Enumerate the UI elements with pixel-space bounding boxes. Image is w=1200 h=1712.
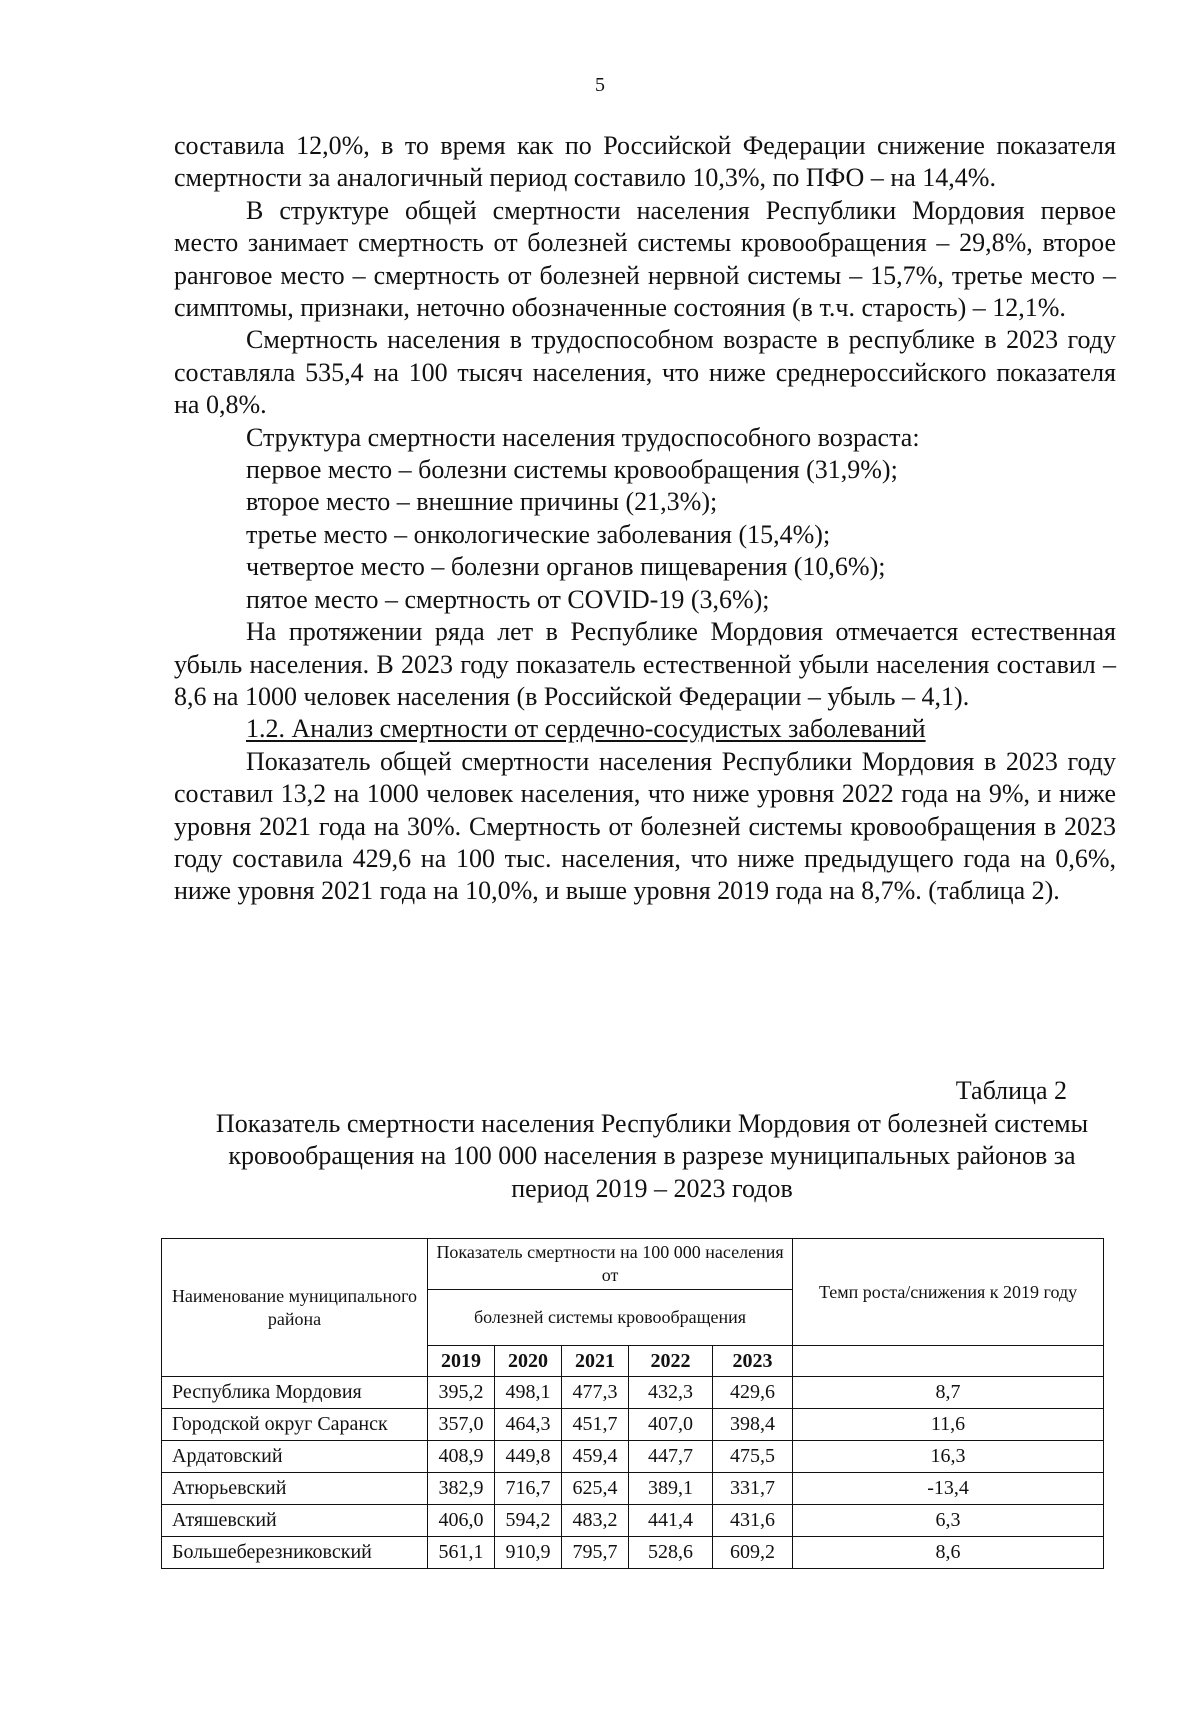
value-cell: 398,4 [713, 1409, 793, 1441]
district-name: Ардатовский [162, 1441, 428, 1473]
value-cell: 429,6 [713, 1377, 793, 1409]
growth-cell: 6,3 [793, 1505, 1104, 1537]
paragraph-2: В структуре общей смертности населения Республики Мордовия первое место занимает смертность от болезней системы кровообращения – 29,8%, второе ранговое место – смертность от болезней нервной системы – 15,7%, третье место – симптомы, признаки, неточно обозначенные состояния (в т.ч. старость) – 12,1%. [174, 195, 1116, 323]
header-district-name: Наименование муниципального района [162, 1239, 428, 1377]
district-name: Большеберезниковский [162, 1537, 428, 1569]
value-cell: 389,1 [629, 1473, 713, 1505]
table-row [162, 1505, 1104, 1537]
header-year: 2020 [495, 1346, 562, 1377]
table-row [162, 1377, 1104, 1409]
header-year: 2023 [713, 1346, 793, 1377]
paragraph-1: составила 12,0%, в то время как по Российской Федерации снижение показателя смертности за аналогичный период составило 10,3%, по ПФО – на 14,4%. [174, 131, 1116, 193]
list-item: второе место – внешние причины (21,3%); [246, 487, 718, 517]
value-cell: 431,6 [713, 1505, 793, 1537]
value-cell: 441,4 [629, 1505, 713, 1537]
list-item: пятое место – смертность от COVID-19 (3,6%); [246, 584, 770, 614]
growth-cell: 8,6 [793, 1537, 1104, 1569]
value-cell: 382,9 [428, 1473, 495, 1505]
header-cause-subgroup: болезней системы кровообращения [428, 1290, 793, 1346]
header-year: 2022 [629, 1346, 713, 1377]
value-cell: 609,2 [713, 1537, 793, 1569]
growth-cell: 8,7 [793, 1377, 1104, 1409]
value-cell: 357,0 [428, 1409, 495, 1441]
value-cell: 475,5 [713, 1441, 793, 1473]
value-cell: 408,9 [428, 1441, 495, 1473]
list-item: первое место – болезни системы кровообращения (31,9%); [246, 455, 898, 485]
value-cell: 407,0 [629, 1409, 713, 1441]
district-name: Республика Мордовия [162, 1377, 428, 1409]
growth-cell: -13,4 [793, 1473, 1104, 1505]
header-indicator-group: Показатель смертности на 100 000 населения от [428, 1239, 793, 1290]
header-empty-cell [793, 1346, 1104, 1377]
value-cell: 432,3 [629, 1377, 713, 1409]
value-cell: 477,3 [562, 1377, 629, 1409]
paragraph-3: Смертность населения в трудоспособном возрасте в республике в 2023 году составляла 535,4 на 100 тысяч населения, что ниже среднероссийского показателя на 0,8%. [174, 325, 1116, 420]
body-text [174, 130, 1116, 908]
value-cell: 561,1 [428, 1537, 495, 1569]
growth-cell: 11,6 [793, 1409, 1104, 1441]
value-cell: 795,7 [562, 1537, 629, 1569]
value-cell: 716,7 [495, 1473, 562, 1505]
value-cell: 464,3 [495, 1409, 562, 1441]
value-cell: 498,1 [495, 1377, 562, 1409]
paragraph-4: Структура смертности населения трудоспособного возраста: [246, 422, 920, 452]
value-cell: 406,0 [428, 1505, 495, 1537]
value-cell: 395,2 [428, 1377, 495, 1409]
value-cell: 331,7 [713, 1473, 793, 1505]
mortality-table [161, 1238, 1104, 1569]
value-cell: 625,4 [562, 1473, 629, 1505]
value-cell: 528,6 [629, 1537, 713, 1569]
table-row [162, 1441, 1104, 1473]
section-heading-text: 1.2. Анализ смертности от сердечно-сосудистых заболеваний [246, 714, 926, 744]
value-cell: 451,7 [562, 1409, 629, 1441]
value-cell: 910,9 [495, 1537, 562, 1569]
header-growth-rate: Темп роста/снижения к 2019 году [793, 1239, 1104, 1346]
district-name: Атяшевский [162, 1505, 428, 1537]
header-year: 2021 [562, 1346, 629, 1377]
paragraph-6: Показатель общей смертности населения Республики Мордовия в 2023 году составил 13,2 на 1000 человек населения, что ниже уровня 2022 года на 9%, и ниже уровня 2021 года на 30%. Смертность от болезней системы кровообращения в 2023 году составила 429,6 на 100 тыс. населения, что ниже предыдущего года на 0,6%, ниже уровня 2021 года на 10,0%, и выше уровня 2019 года на 8,7%. (таблица 2). [174, 746, 1116, 906]
list-item: четвертое место – болезни органов пищеварения (10,6%); [246, 552, 886, 582]
value-cell: 449,8 [495, 1441, 562, 1473]
growth-cell: 16,3 [793, 1441, 1104, 1473]
section-heading [174, 713, 1116, 745]
table-title: Показатель смертности населения Республики Мордовия от болезней системы кровообращения на 100 000 населения в разрезе муниципальных районов за период 2019 – 2023 годов [215, 1109, 1089, 1203]
district-name: Городской округ Саранск [162, 1409, 428, 1441]
table-label: Таблица 2 [955, 1076, 1067, 1105]
district-name: Атюрьевский [162, 1473, 428, 1505]
list-item: третье место – онкологические заболевания (15,4%); [246, 519, 831, 549]
value-cell: 594,2 [495, 1505, 562, 1537]
header-year: 2019 [428, 1346, 495, 1377]
table-row [162, 1473, 1104, 1505]
table-row [162, 1409, 1104, 1441]
value-cell: 459,4 [562, 1441, 629, 1473]
table-row [162, 1537, 1104, 1569]
value-cell: 447,7 [629, 1441, 713, 1473]
paragraph-5: На протяжении ряда лет в Республике Мордовия отмечается естественная убыль населения. В 2023 году показатель естественной убыли населения составил – 8,6 на 1000 человек населения (в Российской Федерации – убыль – 4,1). [174, 617, 1116, 711]
value-cell: 483,2 [562, 1505, 629, 1537]
page-number: 5 [595, 74, 605, 96]
